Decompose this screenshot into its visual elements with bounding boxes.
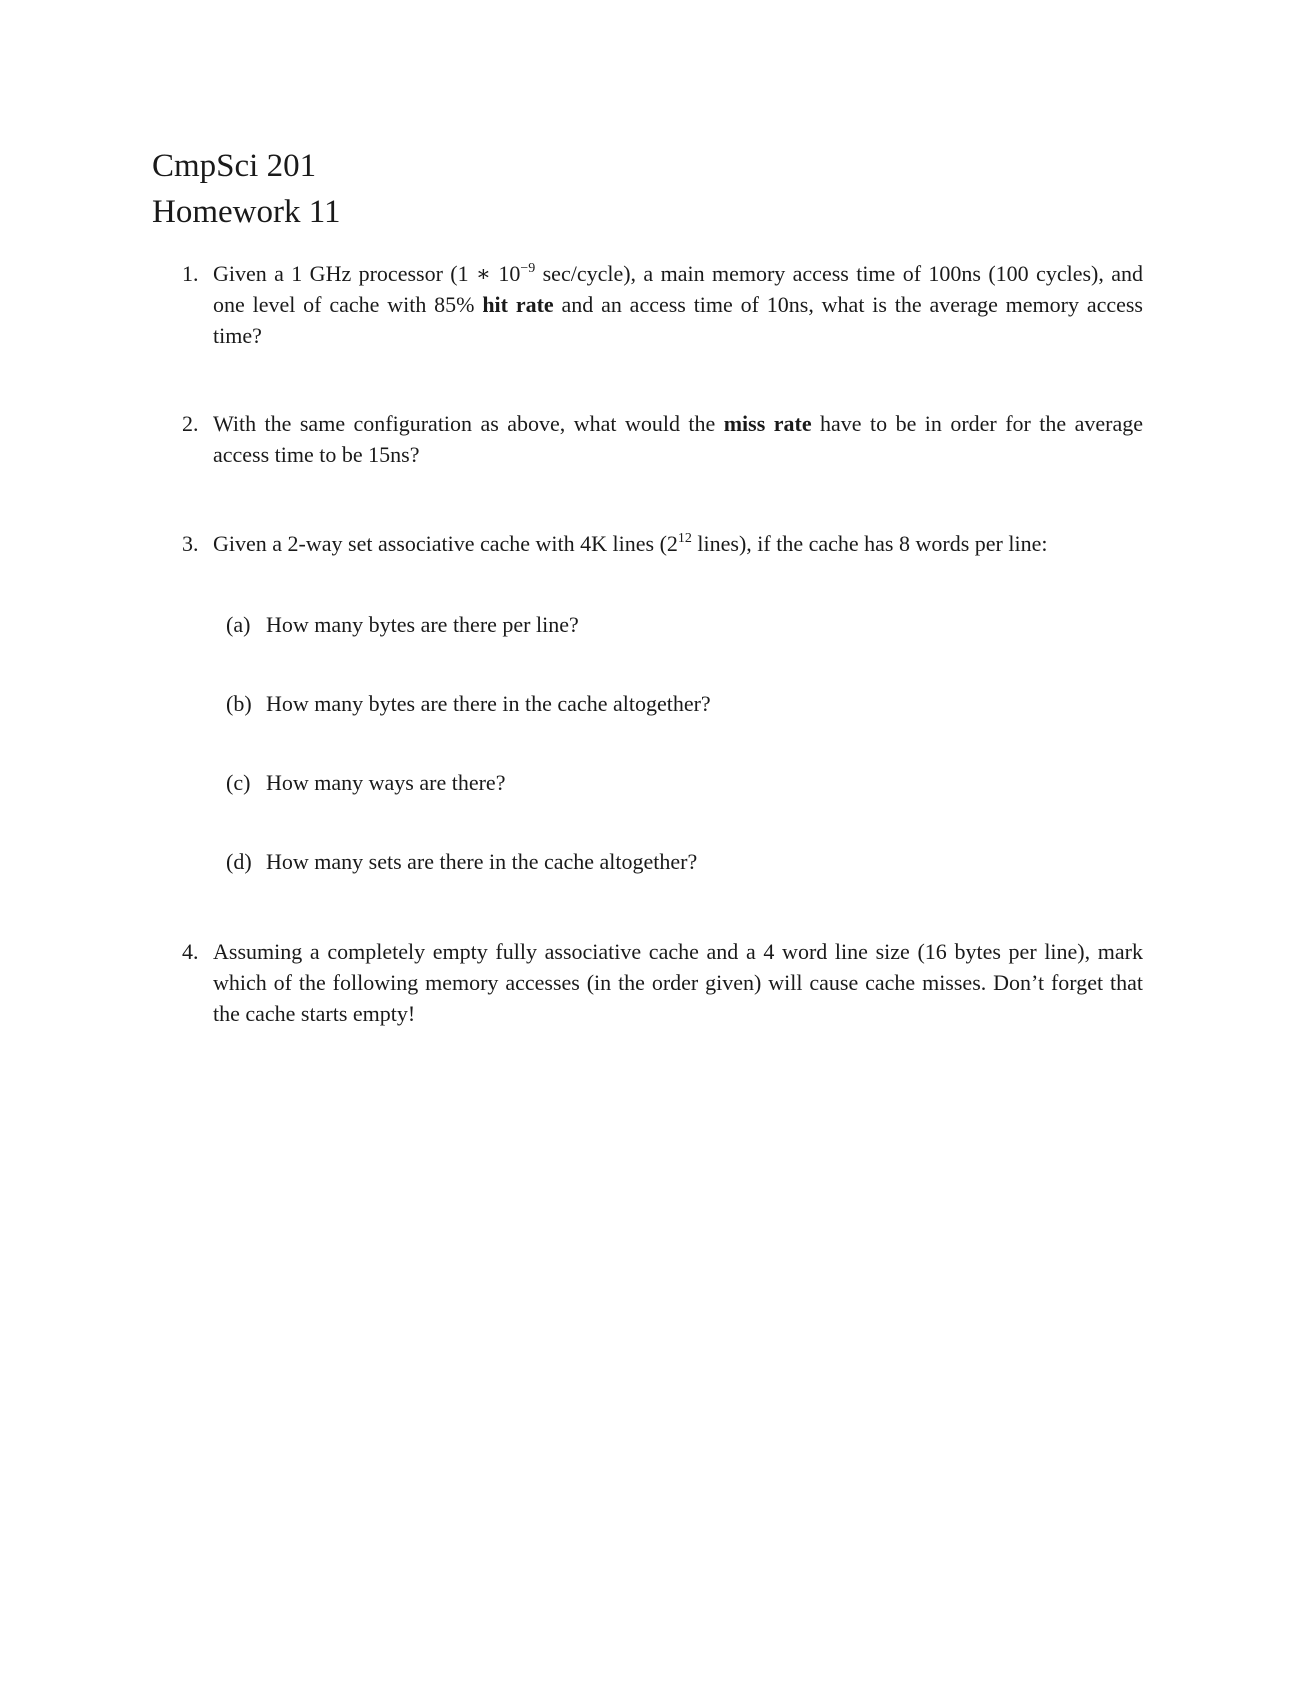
emphasis-term: hit rate [482, 292, 554, 317]
question-1 [182, 258, 1143, 351]
subquestion-label: (a) [226, 612, 251, 637]
question-text: sec/cycle), a main memory access time of 100ns (100 cycles), and one level of cache with 85% [213, 261, 1143, 317]
question-number: 3. [182, 531, 199, 556]
subquestion-label: (b) [226, 691, 252, 716]
subquestion-text: How many ways are there? [266, 770, 506, 795]
question-number: 4. [182, 939, 199, 964]
question-text: lines), if the cache has 8 words per line: [691, 531, 1048, 556]
question-text: Given a 2-way set associative cache with 4K lines (2 [213, 531, 678, 556]
subquestion-label: (d) [226, 849, 252, 874]
question-text: Assuming a completely empty fully associative cache and a 4 word line size (16 bytes per line), mark which of the following memory accesses (in the order given) will cause cache misses. Don’t forget that the cache starts empty! [213, 939, 1143, 1026]
assignment-title: Homework 11 [152, 194, 341, 230]
subquestion-text: How many bytes are there in the cache altogether? [266, 691, 711, 716]
emphasis-term: miss rate [723, 411, 812, 436]
course-title: CmpSci 201 [152, 148, 317, 184]
subquestion-text: How many bytes are there per line? [266, 612, 579, 637]
exponent: 12 [677, 531, 692, 546]
question-text: Given a 1 GHz processor (1 ∗ 10 [213, 261, 521, 286]
question-text: have to be in order for the average access time to be 15ns? [213, 411, 1143, 467]
exponent: −9 [520, 261, 536, 276]
question-text: With the same configuration as above, what would the [213, 411, 724, 436]
subquestion-c [226, 767, 505, 798]
document-heading [152, 143, 341, 235]
subquestion-label: (c) [226, 770, 251, 795]
subquestion-a [226, 609, 579, 640]
subquestion-d [226, 846, 697, 877]
subquestion-text: How many sets are there in the cache altogether? [266, 849, 698, 874]
question-4 [182, 936, 1143, 1029]
question-3 [182, 528, 1143, 559]
question-number: 1. [182, 261, 199, 286]
question-number: 2. [182, 411, 199, 436]
question-text: and an access time of 10ns, what is the average memory access time? [213, 292, 1143, 348]
subquestion-b [226, 688, 711, 719]
question-2 [182, 408, 1143, 470]
